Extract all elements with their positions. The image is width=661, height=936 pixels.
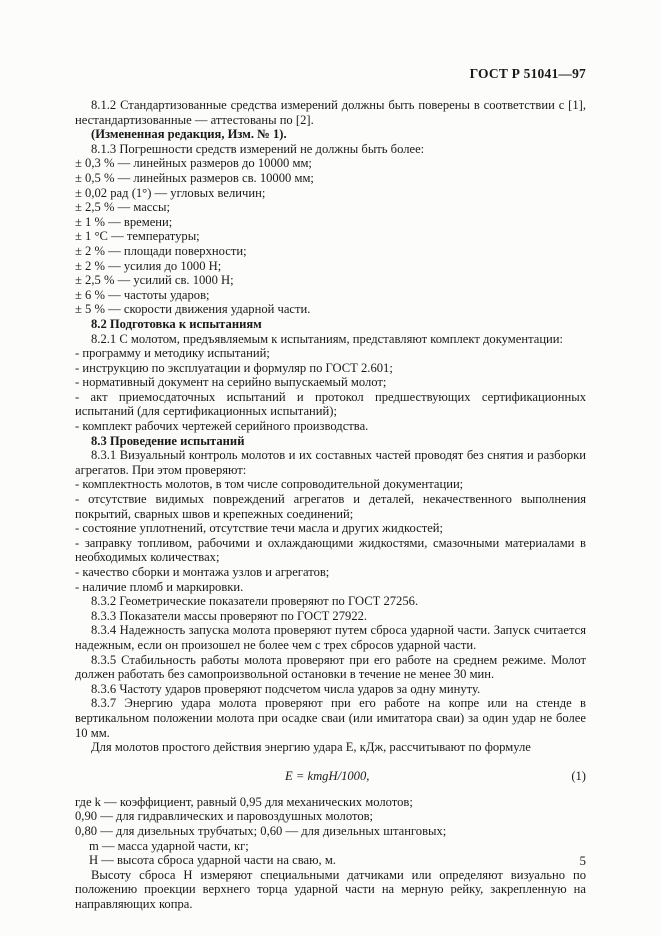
list-item: - заправку топливом, рабочими и охлаждающими жидкостями, смазочными материалами в необходимых количествах;	[75, 535, 586, 565]
list-item: - инструкцию по эксплуатации и формуляр по ГОСТ 2.601;	[75, 360, 393, 375]
paragraph: 8.2.1 С молотом, предъявляемым к испытаниям, представляют комплект документации:	[91, 331, 564, 346]
paragraph: 8.3.7 Энергию удара молота проверяют при его работе на копре или на стенде в вертикальном положении молота при осадке сваи (или имитатора сваи) за один удар не более 10 мм.	[75, 696, 586, 740]
paragraph: 8.3.5 Стабильность работы молота проверяют при его работе на среднем режиме. Молот должен работать без самопроизвольной остановки в течение не менее 30 мин.	[75, 652, 586, 682]
formula-expression: E = kmgH/1000,	[285, 768, 370, 783]
paragraph: 8.3.1 Визуальный контроль молотов и их составных частей проводят без снятия и разборки агрегатов. При этом проверяют:	[75, 448, 586, 477]
page-number: 5	[579, 853, 586, 868]
list-item: ± 2 % — площади поверхности;	[75, 243, 247, 258]
variable-definitions	[75, 795, 586, 868]
list-item: - нормативный документ на серийно выпускаемый молот;	[75, 375, 387, 390]
list-item: ± 0,3 % — линейных размеров до 10000 мм;	[75, 156, 312, 171]
formula	[75, 761, 586, 791]
paragraph: Для молотов простого действия энергию удара E, кДж, рассчитывают по формуле	[91, 740, 531, 755]
list-item: - состояние уплотнений, отсутствие течи масла и других жидкостей;	[75, 521, 444, 536]
variable-line: 0,80 — для дизельных трубчатых; 0,60 — для дизельных штанговых;	[75, 823, 447, 838]
paragraph: 8.1.2 Стандартизованные средства измерений должны быть поверены в соответствии с [1], нестандартизованные — аттестованы по [2].	[75, 98, 586, 127]
variable-line: 0,90 — для гидравлических и паровоздушных молотов;	[75, 809, 374, 824]
paragraph: 8.3.2 Геометрические показатели проверяют по ГОСТ 27256.	[91, 594, 419, 609]
list-item: - отсутствие видимых повреждений агрегатов и деталей, некачественного выполнения покрытий, сварных швов и крепежных соединений;	[75, 492, 586, 521]
document-body	[75, 98, 586, 911]
list-item: ± 5 % — скорости движения ударной части.	[75, 302, 311, 317]
formula-number: (1)	[571, 768, 586, 783]
variable-line: где k — коэффициент, равный 0,95 для механических молотов;	[75, 794, 413, 809]
section-heading: 8.3 Проведение испытаний	[91, 433, 245, 448]
section-heading: 8.2 Подготовка к испытаниям	[91, 316, 262, 331]
variable-line: H — высота сброса ударной части на сваю, м.	[89, 853, 336, 868]
paragraph: 8.3.4 Надежность запуска молота проверяют путем сброса ударной части. Запуск считается надежным, если он произошел не более чем с трех сбросов ударной части.	[75, 623, 586, 652]
variable-line: m — масса ударной части, кг;	[89, 838, 249, 853]
list-item: ± 6 % — частоты ударов;	[75, 287, 210, 302]
list-item: ± 1 °С — температуры;	[75, 229, 200, 244]
list-item: - качество сборки и монтажа узлов и агрегатов;	[75, 565, 330, 579]
list-item: ± 2,5 % — массы;	[75, 200, 170, 215]
amendment-note: (Измененная редакция, Изм. № 1).	[91, 127, 287, 142]
list-item: - комплектность молотов, в том числе сопроводительной документации;	[75, 477, 464, 492]
list-item: ± 0,5 % — линейных размеров св. 10000 мм;	[75, 170, 314, 185]
paragraph: 8.3.3 Показатели массы проверяют по ГОСТ 27922.	[91, 608, 368, 623]
list-item: ± 2,5 % — усилий св. 1000 Н;	[75, 273, 234, 288]
list-item: ± 0,02 рад (1°) — угловых величин;	[75, 185, 266, 200]
list-item: - наличие пломб и маркировки.	[75, 579, 244, 594]
paragraph: 8.1.3 Погрешности средств измерений не должны быть более:	[91, 141, 425, 156]
list-item: ± 2 % — усилия до 1000 Н;	[75, 258, 222, 273]
document-code: ГОСТ Р 51041—97	[469, 66, 586, 81]
list-item: ± 1 % — времени;	[75, 214, 173, 229]
list-item: - комплект рабочих чертежей серийного производства.	[75, 419, 369, 434]
list-item: - акт приемосдаточных испытаний и протокол предшествующих сертификационных испытаний (для сертификационных испытаний);	[75, 389, 586, 419]
paragraph: 8.3.6 Частоту ударов проверяют подсчетом числа ударов за одну минуту.	[91, 681, 481, 696]
paragraph: Высоту сброса H измеряют специальными датчиками или определяют визуально по положению проекции верхнего торца ударной части на мерную рейку, закрепленную на направляющих копра.	[75, 867, 586, 911]
list-item: - программу и методику испытаний;	[75, 346, 270, 361]
